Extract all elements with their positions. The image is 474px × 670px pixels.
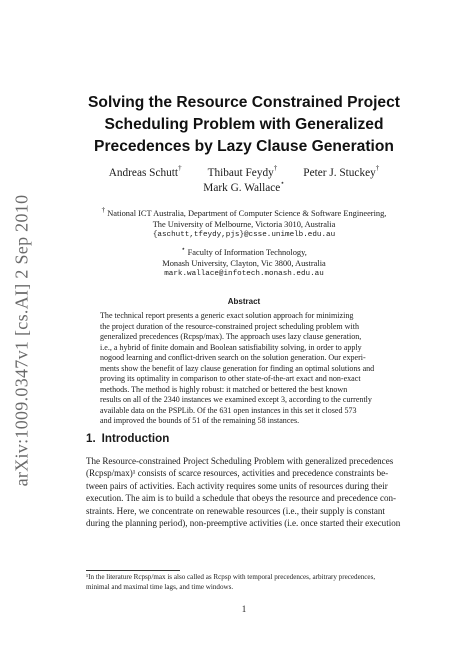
section-number: 1.	[86, 432, 96, 445]
paper-title	[86, 92, 402, 158]
email-address: mark.wallace@infotech.monash.edu.au	[164, 270, 324, 279]
introduction-text: The Resource-constrained Project Scheduling Problem with generalized precedences (Rcpsp/max)¹ consists of scarce resources, activities and precedence constraints be- tween pairs of activities. Each activity requires some units of resources during their execution. The aim is to build a schedule that obeys the resource and precedence con- straints. Here, we concentrate on renewable resources (i.e., their supply is constant during the planning period), non-preemptive activities (i.e. once started their execution	[86, 456, 401, 529]
section-heading	[86, 432, 402, 445]
footnote: ¹In the literature Rcpsp/max is also called as Rcpsp with temporal precedences, arbitrary precedences, minimal and maximal time lags, and time windows.	[86, 573, 376, 591]
title-line: Precedences by Lazy Clause Generation	[94, 138, 394, 155]
abstract-heading: Abstract	[227, 297, 261, 306]
footnote-rule	[86, 570, 180, 571]
abstract-text: The technical report presents a generic exact solution approach for minimizing the project duration of the resource-constrained project scheduling problem with generalized precedences (Rcpsp/max). The approach uses lazy clause generation, i.e., a hybrid of finite domain and Boolean satisfiability solving, in order to apply nogood learning and conflict-driven search on the solution generation. Our experi- ments show the benefit of lazy clause generation for finding an optimal solutions and proving its optimality in comparison to other state-of-the-art exact and non-exact methods. The method is highly robust: it matched or bettered the best known results on all of the 2340 instances we examined except 3, according to the currently available data on the PSPLib. Of the 631 open instances in this set it closed 573 and improved the bounds of 51 of the remaining 58 instances.	[100, 311, 375, 426]
page-number: 1	[241, 604, 247, 615]
affiliation-nicta: † National ICT Australia, Department of Computer Science & Software Engineering, The University of Melbourne, Victoria 3010, Australia {aschutt,tfeydy,pjs}@csse.unimelb.edu.au	[86, 208, 402, 242]
author: Andreas Schutt†	[108, 164, 182, 179]
arxiv-stamp	[4, 180, 40, 500]
email-address: {aschutt,tfeydy,pjs}@csse.unimelb.edu.au	[152, 231, 336, 240]
author: Mark G. Wallace⋆	[203, 179, 285, 194]
affiliation-monash: ⋆ Faculty of Information Technology, Monash University, Clayton, Vic 3800, Australia mark.wallace@infotech.monash.edu.au	[86, 247, 402, 281]
arxiv-stamp-text: arXiv:1009.0347v1 [cs.AI] 2 Sep 2010	[11, 194, 32, 486]
title-line: Scheduling Problem with Generalized	[104, 116, 384, 133]
section-title: Introduction	[101, 432, 170, 445]
title-line: Solving the Resource Constrained Project	[88, 94, 400, 111]
author: Peter J. Stuckey†	[303, 164, 380, 179]
author-list	[86, 166, 402, 196]
author: Thibaut Feydy†	[207, 164, 278, 179]
